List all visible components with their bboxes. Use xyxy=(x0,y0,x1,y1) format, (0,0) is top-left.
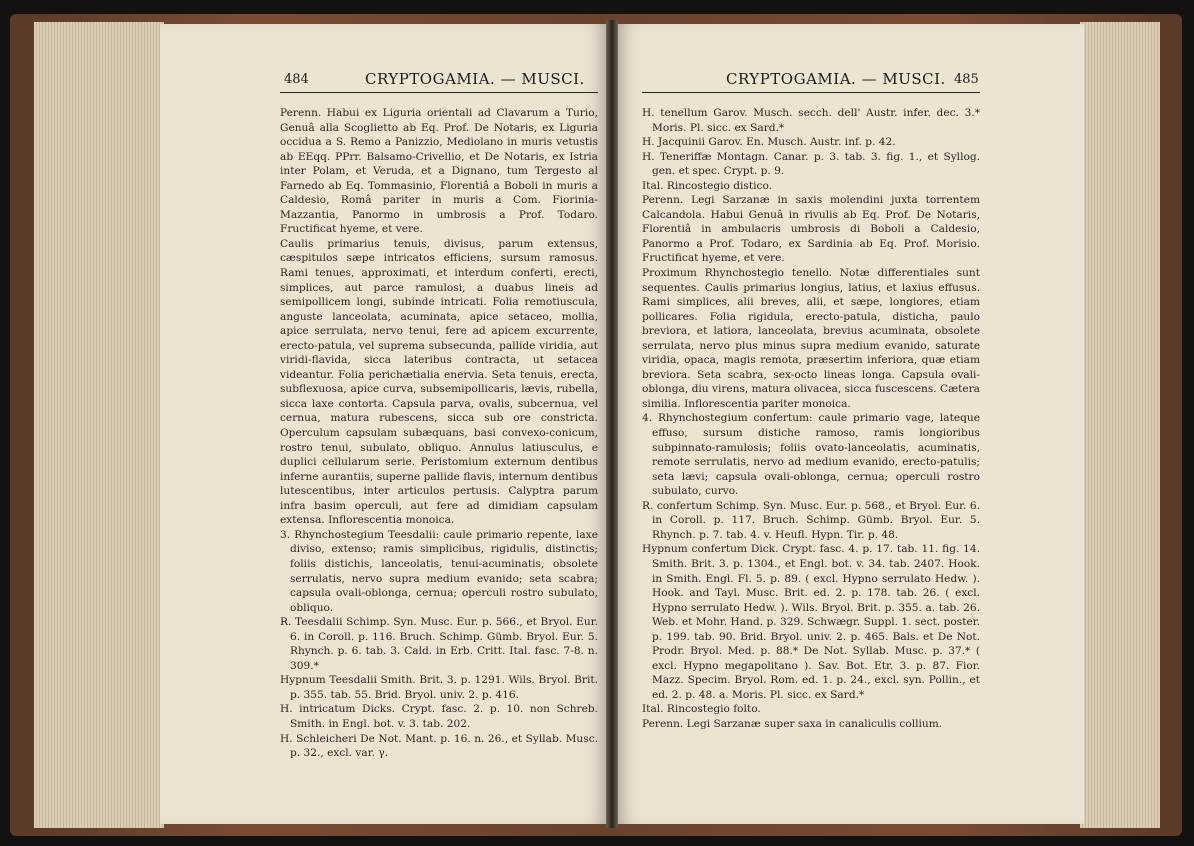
species-diagnosis: 3. Rhynchostegium Teesdalii: caule primario repente, laxe diviso, extenso; ramis simplicibus, rigidulis, distinctis; foliis distichis, lanceolatis, tenui-acuminatis, obsolete serrulatis, nervo supra medium evanido; seta scabra; capsula ovali-oblonga, cernua; operculi rostro subulato, obliquo. xyxy=(280,528,598,614)
italian-name: Ital. Rincostegio folto. xyxy=(642,703,761,716)
reference-line: H. Schleicheri De Not. Mant. p. 16. n. 26., et Syllab. Musc. p. 32., excl. var. γ. xyxy=(280,732,598,760)
left-page-number: 484 xyxy=(284,72,309,87)
reference-line: H. intricatum Dicks. Crypt. fasc. 2. p. 10. non Schreb. Smith. in Engl. bot. v. 3. tab. 202. xyxy=(280,703,598,730)
reference-line: Hypnum Teesdalii Smith. Brit. 3. p. 1291. Wils. Bryol. Brit. p. 355. tab. 55. Brid. Bryol. univ. 2. p. 416. xyxy=(280,674,598,701)
page-edges-right xyxy=(1080,22,1160,828)
right-page-number: 485 xyxy=(954,72,979,87)
reference-line: H. Teneriffæ Montagn. Canar. p. 3. tab. 3. fig. 1., et Syllog. gen. et spec. Crypt. p. 9. xyxy=(642,150,980,178)
right-page-text xyxy=(642,106,980,732)
reference-line: R. Teesdalii Schimp. Syn. Musc. Eur. p. 566., et Bryol. Eur. 6. in Coroll. p. 116. Bruch. Schimp. Gümb. Bryol. Eur. 5. Rhynch. p. 6. tab. 3. Cald. in Erb. Critt. Ital. fasc. 7-8. n. 309.* xyxy=(280,616,598,672)
species-diagnosis: 4. Rhynchostegium confertum: caule primario vage, lateque effuso, sursum distiche ramoso, ramis longioribus subpinnato-ramulosis; foliis ovato-lanceolatis, acuminatis, remote serrulatis, nervo ad medium evanido, erecto-patulis; seta lævi; capsula ovali-oblonga, cernua; operculi rostro subulato, curvo. xyxy=(642,412,980,498)
paragraph: Perenn. Legi Sarzanæ in saxis molendini juxta torrentem Calcandola. Habui Genuâ in rivulis ab Eq. Prof. De Notaris, Florentiâ in ambulacris umbrosis di Boboli a Caldesio, Panormo a Prof. Todaro, ex Sardinia ab Eq. Prof. Morisio. Fructificat hyeme, et vere. xyxy=(642,194,980,265)
paragraph: Perenn. Habui ex Liguria orientali ad Clavarum a Turio, Genuâ alla Scoglietto ab Eq. Prof. De Notaris, ex Liguria occidua a S. Remo a Panizzio, Mediolano in muris vetustis ab EEqq. PPrr. Balsamo-Crivellio, et De Notaris, ex Istria inter Polam, et Veruda, et a Dignano, tum Tergesto al Farnedo ab Eq. Tommasinio, Florentiâ a Boboli in muris a Caldesio, Româ pariter in muris a Com. Fiorinia-Mazzantia, Panormo in umbrosis a Prof. Todaro. Fructificat hyeme, et vere. xyxy=(280,107,598,236)
right-page-header: CRYPTOGAMIA. — MUSCI. xyxy=(726,70,946,88)
left-header-rule xyxy=(280,92,598,93)
paragraph: Caulis primarius tenuis, divisus, parum extensus, cæspitulos sæpe intricatos efficiens, sursum ramosus. Rami tenues, approximati, et interdum conferti, erecti, simplices, aut parce ramulosi, a duabus lineis ad semipollicem longi, subinde intricati. Folia remotiuscula, anguste lanceolata, acuminata, apice setaceo, mollia, apice serrulata, nervo tenui, fere ad apicem excurrente, erecto-patula, vel suprema subsecunda, pallide viridia, aut viridi-flavida, sicca lateribus contracta, ut setacea videantur. Folia perichætialia enervia. Seta tenuis, erecta, subflexuosa, apice curva, subsemipollicaris, lævis, rubella, sicca laxe contorta. Capsula parva, ovalis, subcernua, vel cernua, matura rubescens, sicca sub ore constricta. Operculum capsulam subæquans, basi convexo-conicum, rostro tenui, subulato, obliquo. Annulus latiusculus, e duplici cellularum serie. Peristomium externum dentibus inferne aurantiis, superne pallide flavis, internum dentibus lutescentibus, inter articulos pertusis. Calyptra parum infra basim operculi, aut fere ad dimidiam capsulam extensa. Inflorescentia monoica. xyxy=(280,237,598,527)
reference-line: H. Jacquinii Garov. En. Musch. Austr. inf. p. 42. xyxy=(642,136,896,149)
right-page xyxy=(614,24,1084,824)
right-header-rule xyxy=(642,92,980,93)
reference-line: H. tenellum Garov. Musch. secch. dell' Austr. infer. dec. 3.* Moris. Pl. sicc. ex Sard.* xyxy=(642,107,980,134)
paragraph: Proximum Rhynchostegio tenello. Notæ differentiales sunt sequentes. Caulis primarius longius, latius, et laxius effusus. Rami simplices, alii breves, alii, et sæpe, longiores, etiam pollicares. Folia rigidula, erecto-patula, disticha, paulo breviora, et latiora, lanceolata, brevius acuminata, obsolete serrulata, nervo plus minus supra medium evanido, saturate viridia, opaca, magis remota, præsertim inferiora, quæ etiam breviora. Seta scabra, sex-octo lineas longa. Capsula ovali-oblonga, diu virens, matura olivacea, sicca fuscescens. Cætera similia. Inflorescentia pariter monoica. xyxy=(642,267,980,410)
reference-line: Hypnum confertum Dick. Crypt. fasc. 4. p. 17. tab. 11. fig. 14. Smith. Brit. 3. p. 1304., et Engl. bot. v. 34. tab. 2407. Hook. in Smith. Engl. Fl. 5. p. 89. ( excl. Hypno serrulato Hedw. ). Hook. and Tayl. Musc. Brit. ed. 2. p. 178. tab. 26. ( excl. Hypno serrulato Hedw. ). Wils. Bryol. Brit. p. 355. a. tab. 26. Web. et Mohr. Hand. p. 329. Schwægr. Suppl. 1. sect. poster. p. 199. tab. 90. Brid. Bryol. univ. 2. p. 465. Bals. et De Not. Prodr. Bryol. Med. p. 88.* De Not. Syllab. Musc. p. 37.* ( excl. Hypno megapolitano ). Sav. Bot. Etr. 3. p. 87. Fior. Mazz. Specim. Bryol. Rom. ed. 1. p. 24., excl. syn. Pollin., et ed. 2. p. 48. a. Moris. Pl. sicc. ex Sard.* xyxy=(642,543,980,701)
left-page-text xyxy=(280,106,598,761)
reference-line: R. confertum Schimp. Syn. Musc. Eur. p. 568., et Bryol. Eur. 6. in Coroll. p. 117. Bruch. Schimp. Gümb. Bryol. Eur. 5. Rhynch. p. 7. tab. 4. v. Heufl. Hypn. Tir. p. 48. xyxy=(642,499,980,541)
left-page-header: CRYPTOGAMIA. — MUSCI. xyxy=(365,70,585,88)
left-page xyxy=(160,24,610,824)
italian-name: Ital. Rincostegio distico. xyxy=(642,179,773,192)
page-edges-left xyxy=(34,22,164,828)
book-gutter xyxy=(606,20,618,828)
paragraph: Perenn. Legi Sarzanæ super saxa in canaliculis collium. xyxy=(642,717,943,730)
